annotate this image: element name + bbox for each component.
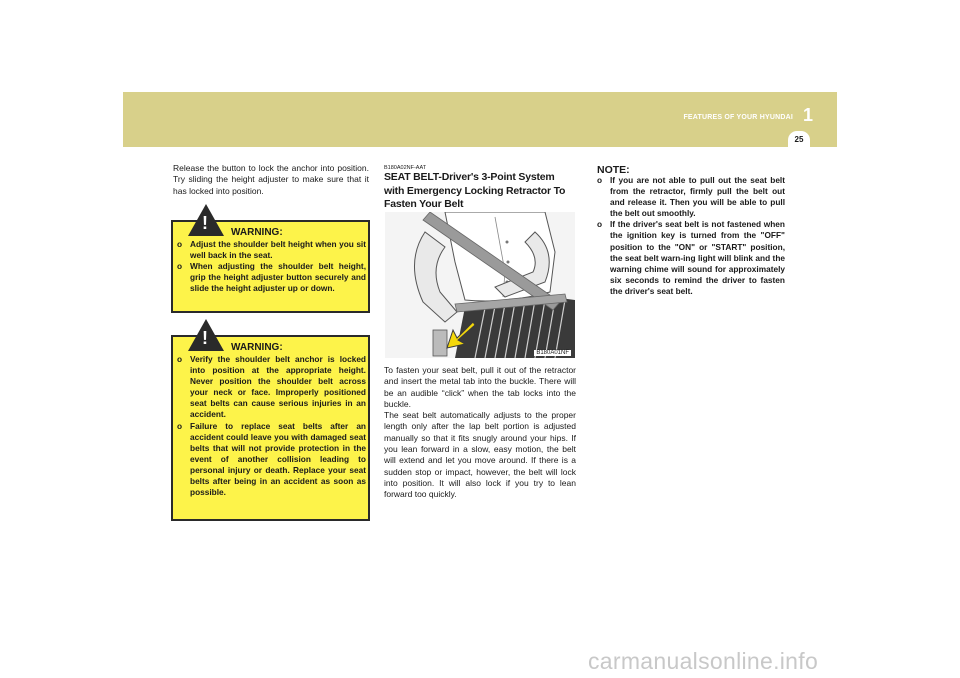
section-code: B180A02NF-AAT	[384, 165, 427, 171]
warning-box-1	[171, 213, 370, 313]
header-band	[123, 92, 837, 147]
list-item: o Failure to replace seat belts after an accident could leave you with damaged seat belts that will not provide protection in the event of another collision leading to personal injury or death. Replace your seat belts after being in an accident as soon as possible.	[177, 420, 366, 498]
figure-code: B180A01NF	[536, 350, 569, 356]
seat-belt-drawing	[385, 212, 575, 358]
warning-list	[177, 354, 366, 498]
paragraph: To fasten your seat belt, pull it out of the retractor and insert the metal tab into the buckle. There will be an audible “click” when the tab locks into the buckle.	[384, 365, 576, 409]
page-number: 25	[794, 135, 804, 144]
section-title: FEATURES OF YOUR HYUNDAI	[683, 114, 793, 121]
chapter-number: 1	[802, 105, 813, 125]
list-item: o If you are not able to pull out the seat belt from the retractor, firmly pull the belt out and release it. Then you will be able to pull the belt out smoothly.	[597, 175, 785, 219]
seat-belt-illustration	[385, 212, 575, 358]
note-heading: NOTE:	[597, 164, 630, 176]
warning-list	[177, 239, 366, 294]
intro-paragraph: Release the button to lock the anchor into position. Try sliding the height adjuster to make sure that it has locked into position.	[173, 163, 369, 196]
warning-title: WARNING:	[231, 342, 283, 353]
warning-title: WARNING:	[231, 227, 283, 238]
list-item: o When adjusting the shoulder belt height, grip the height adjuster button securely and slide the height adjuster up or down.	[177, 261, 366, 294]
list-item: o Adjust the shoulder belt height when you sit well back in the seat.	[177, 239, 366, 261]
note-list	[597, 175, 785, 297]
warning-box-2	[171, 328, 370, 521]
section-body	[384, 365, 576, 501]
list-item: o If the driver's seat belt is not fastened when the ignition key is turned from the "OFF" position to the "ON" or "START" position, the seat belt warn-ing light will blink and the warning chime will sound for approximately six seconds to remind the driver to fasten the driver's seat belt.	[597, 219, 785, 296]
warning-triangle-icon: !	[188, 204, 224, 236]
paragraph: The seat belt automatically adjusts to the proper length only after the lap belt portion is adjusted manually so that it fits snugly around your hips. If you lean forward in a slow, easy motion, the belt will extend and let you move around. If there is a sudden stop or impact, however, the belt will lock into position. It will also lock if you try to lean forward too quickly.	[384, 410, 576, 500]
section-heading: SEAT BELT-Driver's 3-Point System with Emergency Locking Retractor To Fasten Your Belt	[384, 171, 566, 210]
list-item: o Verify the shoulder belt anchor is locked into position at the appropriate height. Never position the shoulder belt across your neck or face. Improperly positioned seat belts can cause serious injuries in an accident.	[177, 354, 366, 420]
watermark: carmanualsonline.info	[588, 648, 819, 674]
warning-triangle-icon: !	[188, 319, 224, 351]
